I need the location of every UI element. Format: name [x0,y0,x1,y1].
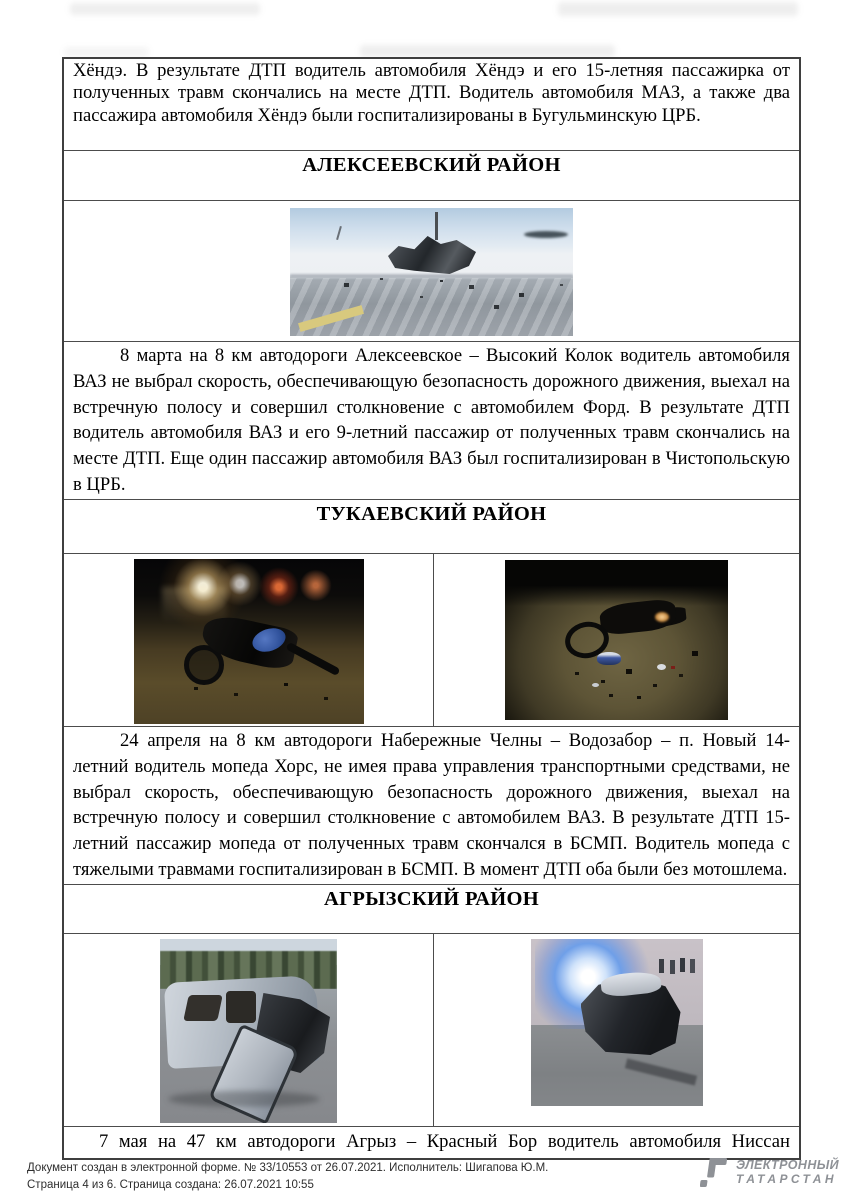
footer-meta-line1: Документ создан в электронной форме. № 33/10553 от 26.07.2021. Исполнитель: Шигапова Ю.М. [27,1162,549,1174]
electronic-tatarstan-logo-icon [700,1156,730,1188]
debris-shape [194,687,198,690]
accident-report-table [62,57,801,1160]
photo-cell-right [434,934,799,1126]
headlight-glow-shape [655,612,669,622]
accident-photo-moped-night-2 [505,560,728,720]
page-bleed-through [360,45,615,57]
paragraph-moped-accident [64,727,799,885]
page-bleed-through [558,2,798,16]
paragraph-text: 7 мая на 47 км автодороги Агрыз – Красный Бор водитель автомобиля Ниссан [99,1131,790,1152]
accident-photo-moped-night-1 [134,559,364,724]
photo-cell-left [64,554,434,726]
debris-shape [440,280,443,282]
section-header-text: АЛЕКСЕЕВСКИЙ РАЙОН [302,154,561,176]
pole-shape [435,212,438,240]
section-header-alekseevsky [64,151,799,201]
accident-photo-silver-car [160,939,337,1123]
section-header-text: АГРЫЗСКИЙ РАЙОН [323,888,540,910]
debris-shape [575,672,579,675]
page-bleed-through [70,3,260,15]
photo-row-agryzsky [64,934,799,1127]
accident-photo-nissan-wreck [531,939,703,1106]
photo-cell-right [434,554,799,726]
section-header-text: ТУКАЕВСКИЙ РАЙОН [316,503,547,525]
treeline-shape [524,231,568,238]
headlight-reflection-shape [162,587,226,623]
accident-photo-winter-road [290,208,573,336]
paragraph-hyundai-accident [64,59,799,151]
sneaker-shape [597,652,621,665]
paragraph-nissan-accident [64,1127,799,1158]
photo-cell-left [64,934,434,1126]
paragraph-text: 8 марта на 8 км автодороги Алексеевское – Высокий Колок водитель автомобиля ВАЗ не выбрал скорость, обеспечивающую безопасность дорожного движения, выехал на встречную полосу и совершил столкновение с автомобилем Форд. В результате ДТП водитель автомобиля ВАЗ и его 9-летний пассажир от полученных травм скончались на месте ДТП. Еще один пассажир автомобиля ВАЗ был госпитализирован в Чистопольскую в ЦРБ. [73,345,790,495]
section-header-tukaevsky [64,500,799,554]
section-header-agryzsky [64,885,799,934]
footer-meta-line2: Страница 4 из 6. Страница создана: 26.07.2021 10:55 [27,1179,314,1191]
page-bleed-through [64,47,149,57]
paragraph-text: Хёндэ. В результате ДТП водитель автомобиля Хёндэ и его 15-летняя пассажирка от полученных травм скончались на месте ДТП. Водитель автомобиля МАЗ, а также два пассажира автомобиля Хёндэ были госпитализированы в Бугульминскую ЦРБ. [73,60,790,126]
logo-text-line1: ЭЛЕКТРОННЫЙ [736,1158,840,1172]
electronic-tatarstan-logo [700,1156,839,1188]
logo-text-line2: ТАТАРСТАН [736,1172,837,1186]
wrecked-car-shape [388,234,476,274]
photo-row-alekseevsky [64,201,799,342]
document-footer [27,1160,548,1194]
photo-row-tukaevsky [64,554,799,727]
paragraph-vaz-ford-accident [64,342,799,500]
paragraph-text: 24 апреля на 8 км автодороги Набережные Челны – Водозабор – п. Новый 14-летний водитель мопеда Хорс, не имея права управления транспортными средствами, не выбрал скорость, обеспечивающую безопасность дорожного движения, выехал на встречную полосу и совершил столкновение с автомобилем ВАЗ. В результате ДТП 15-летний пассажир мопеда от полученных травм скончался в БСМП. Водитель мопеда с тяжелыми травмами госпитализирован в БСМП. В момент ДТП оба были без мотошлема. [73,730,790,880]
bystanders-shape [659,959,664,973]
